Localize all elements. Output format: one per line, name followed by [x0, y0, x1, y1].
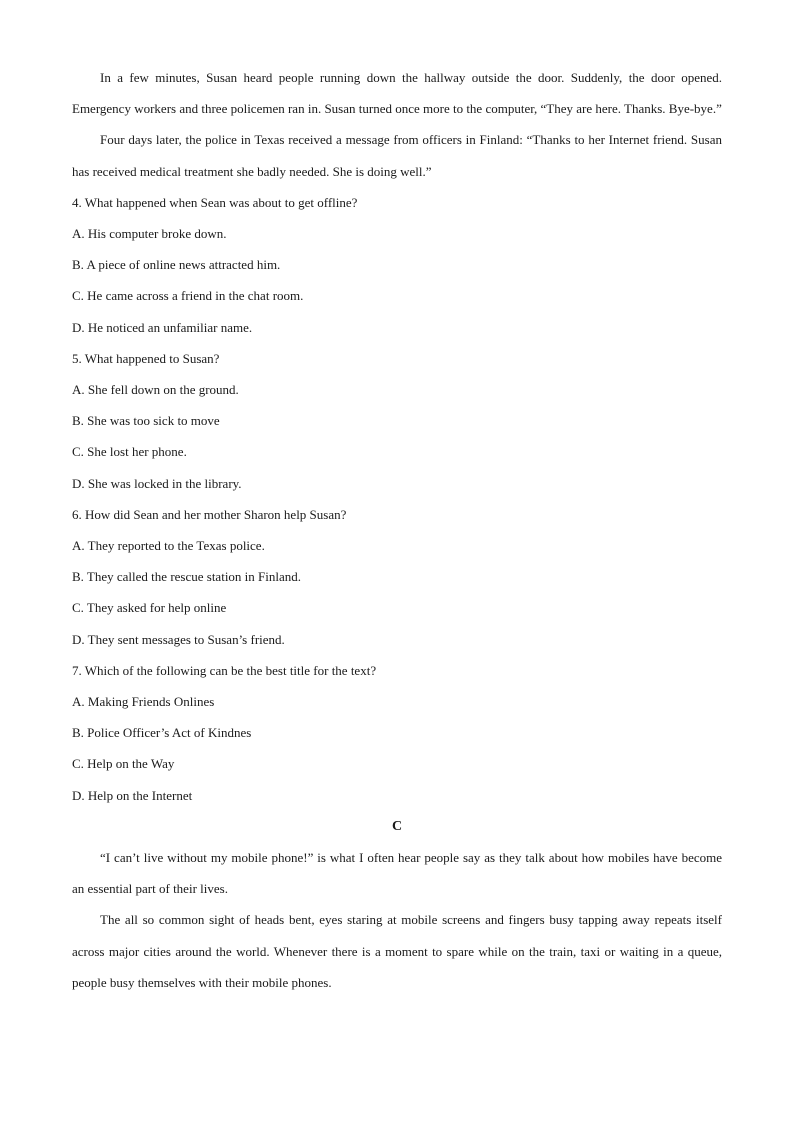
- option-c: C. He came across a friend in the chat room.: [72, 288, 304, 304]
- passage-paragraph: “I can’t live without my mobile phone!” is what I often hear people say as they talk about how mobiles have become an essential part of their lives.: [72, 850, 722, 897]
- question-7: [72, 655, 722, 811]
- question-6: [72, 499, 722, 655]
- option-a: A. Making Friends Onlines: [72, 694, 215, 710]
- option-b: B. They called the rescue station in Finland.: [72, 569, 302, 585]
- question-stem: 7. Which of the following can be the best title for the text?: [72, 662, 377, 678]
- question-stem: 4. What happened when Sean was about to get offline?: [72, 194, 358, 210]
- option-d: D. Help on the Internet: [72, 787, 193, 803]
- option-b: B. She was too sick to move: [72, 413, 220, 429]
- story-paragraph: Four days later, the police in Texas received a message from officers in Finland: “Thanks to her Internet friend. Susan has received medical treatment she badly needed. She is doing well.”: [72, 132, 722, 179]
- option-a: A. She fell down on the ground.: [72, 382, 239, 398]
- option-a: A. His computer broke down.: [72, 226, 227, 242]
- section-heading: C: [391, 818, 403, 834]
- option-d: D. She was locked in the library.: [72, 475, 242, 491]
- passage-paragraph: The all so common sight of heads bent, eyes staring at mobile screens and fingers busy tapping away repeats itself across major cities around the world. Whenever there is a moment to spare while on the train, taxi or waiting in a queue, people busy themselves with their mobile phones.: [72, 912, 722, 990]
- option-b: B. Police Officer’s Act of Kindnes: [72, 725, 252, 741]
- option-c: C. They asked for help online: [72, 600, 227, 616]
- option-b: B. A piece of online news attracted him.: [72, 257, 281, 273]
- option-c: C. She lost her phone.: [72, 444, 187, 460]
- option-d: D. He noticed an unfamiliar name.: [72, 319, 253, 335]
- question-stem: 6. How did Sean and her mother Sharon help Susan?: [72, 506, 347, 522]
- story-paragraph: In a few minutes, Susan heard people running down the hallway outside the door. Suddenly, the door opened. Emergency workers and three policemen ran in. Susan turned once more to the computer, “They are here. Thanks. Bye-bye.”: [72, 70, 722, 117]
- option-a: A. They reported to the Texas police.: [72, 538, 265, 554]
- option-c: C. Help on the Way: [72, 756, 175, 772]
- question-4: [72, 187, 722, 343]
- question-5: [72, 343, 722, 499]
- option-d: D. They sent messages to Susan’s friend.: [72, 631, 285, 647]
- question-stem: 5. What happened to Susan?: [72, 350, 220, 366]
- document-page: [72, 62, 722, 998]
